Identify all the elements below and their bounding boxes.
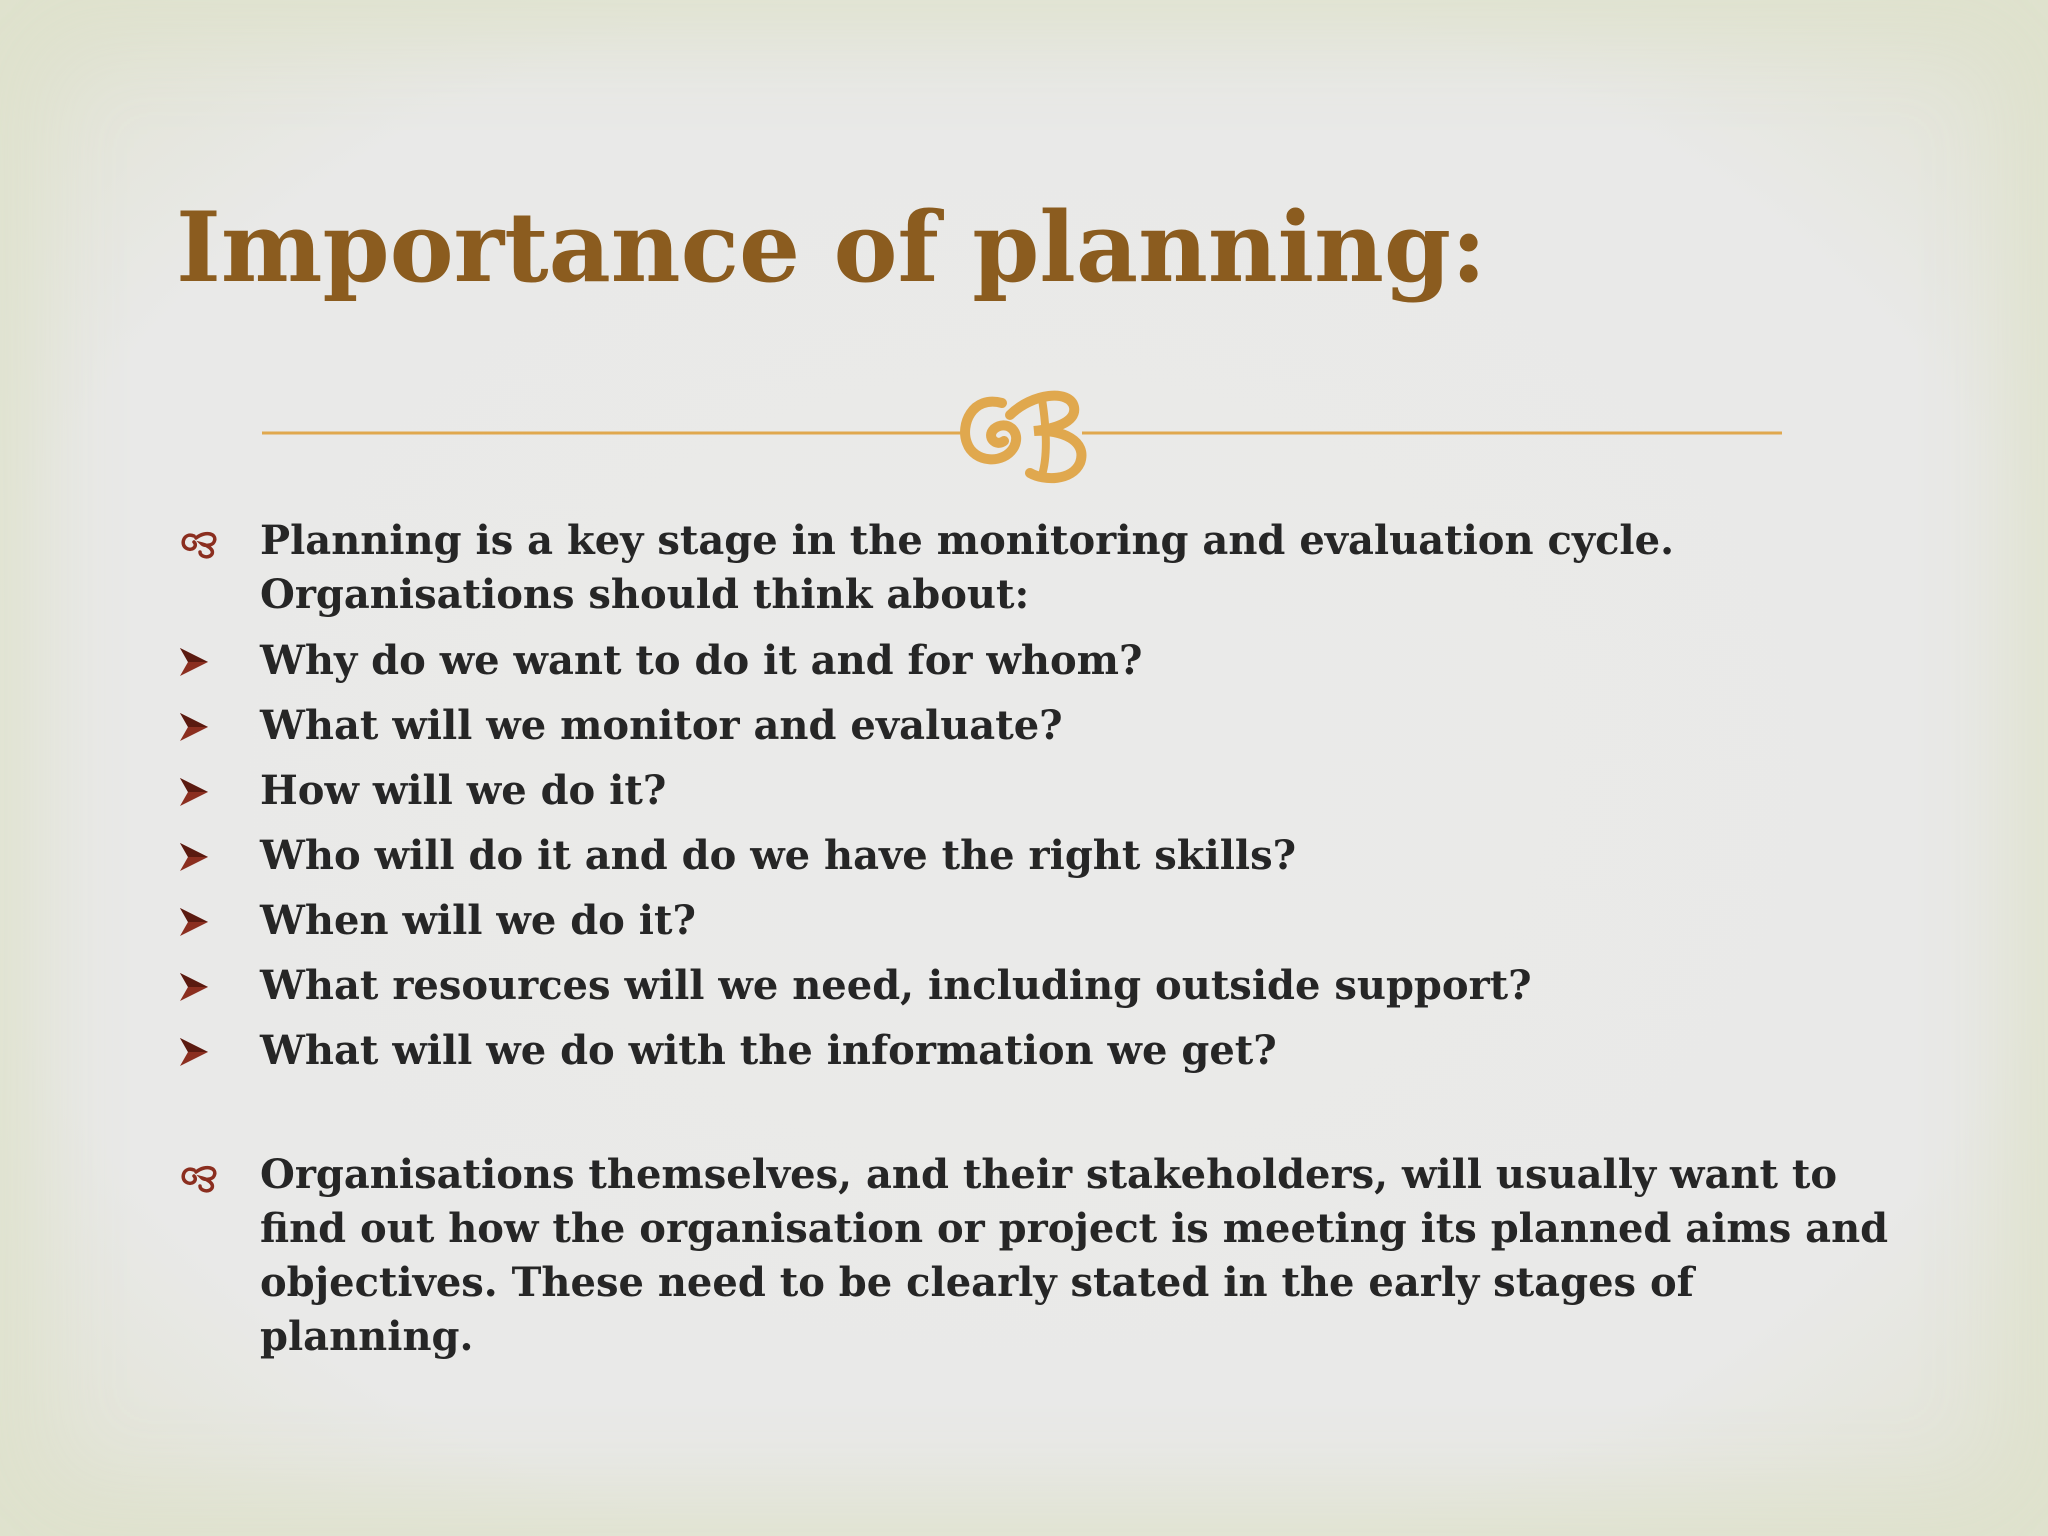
arrowhead-bullet-icon (176, 699, 236, 753)
list-item-when (176, 894, 1896, 948)
list-item-text: Planning is a key stage in the monitoring and evaluation cycle. Organisations should think about: (260, 517, 1675, 618)
arrowhead-bullet-icon (176, 1024, 236, 1078)
list-item-text: Why do we want to do it and for whom? (260, 637, 1143, 684)
list-item-text: Organisations themselves, and their stakeholders, will usually want to find out how the organisation or project is meeting its planned aims and objectives. These need to be clearly stated in the early stages of planning. (260, 1151, 1889, 1360)
list-item-what-monitor (176, 699, 1896, 753)
list-item-text: What will we do with the information we get? (260, 1027, 1277, 1074)
swirl-bullet-icon (176, 514, 236, 568)
swirl-bullet-icon (176, 1148, 236, 1202)
list-item-how (176, 764, 1896, 818)
list-item-intro (176, 514, 1896, 622)
list-item-information (176, 1024, 1896, 1078)
arrowhead-bullet-icon (176, 959, 236, 1013)
list-item-text: What will we monitor and evaluate? (260, 702, 1063, 749)
list-item-resources (176, 959, 1896, 1013)
arrowhead-bullet-icon (176, 829, 236, 883)
ornament-flourish-icon (965, 396, 1081, 478)
bullet-list (176, 514, 1896, 1376)
list-item-why (176, 634, 1896, 688)
list-item-text: How will we do it? (260, 767, 667, 814)
arrowhead-bullet-icon (176, 894, 236, 948)
arrowhead-bullet-icon (176, 764, 236, 818)
slide-title: Importance of planning: (176, 191, 1487, 304)
list-item-text: Who will do it and do we have the right skills? (260, 832, 1297, 879)
list-item-stakeholders (176, 1148, 1896, 1364)
list-item-text: When will we do it? (260, 897, 696, 944)
list-item-text: What resources will we need, including outside support? (260, 962, 1532, 1009)
arrowhead-bullet-icon (176, 634, 236, 688)
list-item-who (176, 829, 1896, 883)
title-divider (262, 385, 1782, 485)
